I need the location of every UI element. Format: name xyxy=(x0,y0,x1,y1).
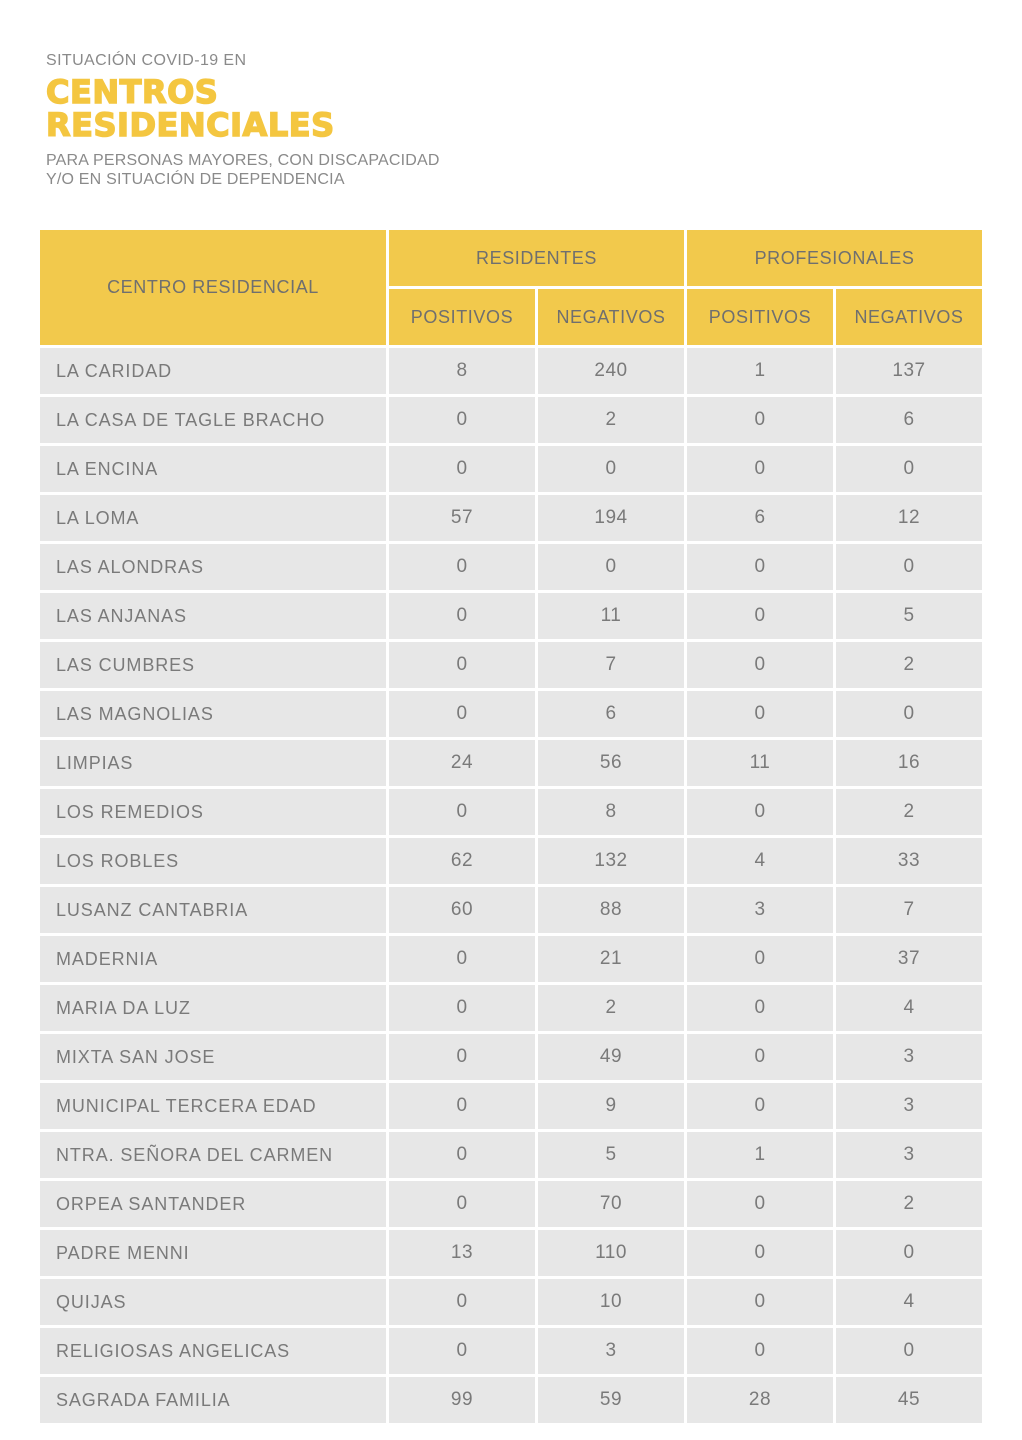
value-cell-prof_pos: 0 xyxy=(687,1328,833,1374)
centro-name-cell: LAS CUMBRES xyxy=(40,642,386,688)
value-cell-prof_pos: 3 xyxy=(687,887,833,933)
value-cell-prof_pos: 1 xyxy=(687,1132,833,1178)
centro-name-cell: LA LOMA xyxy=(40,495,386,541)
centro-name-cell: LA CASA DE TAGLE BRACHO xyxy=(40,397,386,443)
value-cell-res_neg: 10 xyxy=(538,1279,684,1325)
column-group-residentes: RESIDENTES xyxy=(389,230,684,286)
value-cell-prof_neg: 0 xyxy=(836,1230,982,1276)
value-cell-prof_neg: 3 xyxy=(836,1132,982,1178)
value-cell-res_pos: 0 xyxy=(389,1279,535,1325)
title-line-1: CENTROS xyxy=(46,73,219,111)
value-cell-res_neg: 2 xyxy=(538,397,684,443)
value-cell-prof_neg: 4 xyxy=(836,1279,982,1325)
centro-name-cell: LOS REMEDIOS xyxy=(40,789,386,835)
value-cell-res_pos: 60 xyxy=(389,887,535,933)
value-cell-res_neg: 59 xyxy=(538,1377,684,1423)
value-cell-prof_neg: 0 xyxy=(836,544,982,590)
value-cell-res_pos: 57 xyxy=(389,495,535,541)
centro-name-cell: MUNICIPAL TERCERA EDAD xyxy=(40,1083,386,1129)
kicker-text: SITUACIÓN COVID-19 EN xyxy=(46,52,247,69)
value-cell-prof_neg: 2 xyxy=(836,789,982,835)
value-cell-res_pos: 0 xyxy=(389,446,535,492)
value-cell-prof_neg: 2 xyxy=(836,642,982,688)
centro-name-cell: LAS ALONDRAS xyxy=(40,544,386,590)
column-group-profesionales: PROFESIONALES xyxy=(687,230,982,286)
value-cell-prof_neg: 37 xyxy=(836,936,982,982)
value-cell-prof_pos: 0 xyxy=(687,789,833,835)
value-cell-prof_neg: 33 xyxy=(836,838,982,884)
centro-name-cell: ORPEA SANTANDER xyxy=(40,1181,386,1227)
centro-name-cell: LAS MAGNOLIAS xyxy=(40,691,386,737)
value-cell-prof_pos: 0 xyxy=(687,1083,833,1129)
value-cell-prof_pos: 0 xyxy=(687,691,833,737)
centro-name-cell: LA ENCINA xyxy=(40,446,386,492)
value-cell-prof_neg: 6 xyxy=(836,397,982,443)
value-cell-prof_neg: 137 xyxy=(836,348,982,394)
value-cell-prof_pos: 11 xyxy=(687,740,833,786)
value-cell-res_neg: 11 xyxy=(538,593,684,639)
centro-name-cell: LA CARIDAD xyxy=(40,348,386,394)
value-cell-prof_neg: 0 xyxy=(836,691,982,737)
value-cell-prof_neg: 3 xyxy=(836,1034,982,1080)
value-cell-res_pos: 0 xyxy=(389,691,535,737)
value-cell-res_pos: 0 xyxy=(389,593,535,639)
value-cell-prof_neg: 5 xyxy=(836,593,982,639)
value-cell-res_neg: 21 xyxy=(538,936,684,982)
value-cell-res_pos: 0 xyxy=(389,1328,535,1374)
value-cell-res_neg: 88 xyxy=(538,887,684,933)
value-cell-prof_pos: 0 xyxy=(687,593,833,639)
value-cell-prof_neg: 0 xyxy=(836,1328,982,1374)
value-cell-prof_pos: 0 xyxy=(687,446,833,492)
value-cell-prof_neg: 12 xyxy=(836,495,982,541)
value-cell-prof_pos: 0 xyxy=(687,1230,833,1276)
value-cell-res_neg: 9 xyxy=(538,1083,684,1129)
value-cell-prof_neg: 7 xyxy=(836,887,982,933)
value-cell-prof_neg: 16 xyxy=(836,740,982,786)
title-line-2: RESIDENCIALES xyxy=(46,106,335,144)
value-cell-res_pos: 99 xyxy=(389,1377,535,1423)
subheader-profesionales-positivos: POSITIVOS xyxy=(687,289,833,345)
subtitle xyxy=(46,151,440,189)
value-cell-res_neg: 0 xyxy=(538,544,684,590)
value-cell-res_neg: 5 xyxy=(538,1132,684,1178)
value-cell-res_pos: 0 xyxy=(389,397,535,443)
subheader-profesionales-negativos: NEGATIVOS xyxy=(836,289,982,345)
subheader-residentes-negativos: NEGATIVOS xyxy=(538,289,684,345)
value-cell-res_pos: 0 xyxy=(389,1034,535,1080)
centro-name-cell: MIXTA SAN JOSE xyxy=(40,1034,386,1080)
subheader-residentes-positivos: POSITIVOS xyxy=(389,289,535,345)
centro-name-cell: LIMPIAS xyxy=(40,740,386,786)
centro-name-cell: NTRA. SEÑORA DEL CARMEN xyxy=(40,1132,386,1178)
value-cell-res_neg: 70 xyxy=(538,1181,684,1227)
value-cell-prof_neg: 2 xyxy=(836,1181,982,1227)
value-cell-res_pos: 0 xyxy=(389,1181,535,1227)
centro-name-cell: QUIJAS xyxy=(40,1279,386,1325)
subtitle-line-2: Y/O EN SITUACIÓN DE DEPENDENCIA xyxy=(46,171,345,188)
value-cell-prof_pos: 1 xyxy=(687,348,833,394)
value-cell-res_pos: 62 xyxy=(389,838,535,884)
value-cell-res_pos: 0 xyxy=(389,1083,535,1129)
value-cell-prof_pos: 4 xyxy=(687,838,833,884)
value-cell-prof_neg: 45 xyxy=(836,1377,982,1423)
subtitle-line-1: PARA PERSONAS MAYORES, CON DISCAPACIDAD xyxy=(46,152,440,169)
value-cell-res_pos: 0 xyxy=(389,642,535,688)
value-cell-res_pos: 0 xyxy=(389,936,535,982)
value-cell-res_neg: 110 xyxy=(538,1230,684,1276)
value-cell-prof_pos: 0 xyxy=(687,642,833,688)
centro-name-cell: RELIGIOSAS ANGELICAS xyxy=(40,1328,386,1374)
centro-name-cell: MADERNIA xyxy=(40,936,386,982)
value-cell-res_neg: 194 xyxy=(538,495,684,541)
value-cell-res_neg: 2 xyxy=(538,985,684,1031)
value-cell-prof_pos: 0 xyxy=(687,1181,833,1227)
value-cell-prof_neg: 3 xyxy=(836,1083,982,1129)
value-cell-res_pos: 24 xyxy=(389,740,535,786)
value-cell-res_neg: 3 xyxy=(538,1328,684,1374)
value-cell-res_neg: 49 xyxy=(538,1034,684,1080)
value-cell-res_neg: 6 xyxy=(538,691,684,737)
centro-name-cell: LOS ROBLES xyxy=(40,838,386,884)
value-cell-res_pos: 0 xyxy=(389,1132,535,1178)
value-cell-res_pos: 0 xyxy=(389,789,535,835)
value-cell-res_pos: 13 xyxy=(389,1230,535,1276)
document-header xyxy=(46,52,440,189)
centro-name-cell: LAS ANJANAS xyxy=(40,593,386,639)
value-cell-prof_pos: 0 xyxy=(687,985,833,1031)
value-cell-res_pos: 8 xyxy=(389,348,535,394)
value-cell-prof_pos: 6 xyxy=(687,495,833,541)
value-cell-prof_neg: 0 xyxy=(836,446,982,492)
value-cell-res_neg: 56 xyxy=(538,740,684,786)
centro-name-cell: MARIA DA LUZ xyxy=(40,985,386,1031)
value-cell-prof_neg: 4 xyxy=(836,985,982,1031)
value-cell-res_neg: 8 xyxy=(538,789,684,835)
value-cell-res_neg: 0 xyxy=(538,446,684,492)
value-cell-prof_pos: 0 xyxy=(687,1279,833,1325)
value-cell-prof_pos: 0 xyxy=(687,397,833,443)
value-cell-res_pos: 0 xyxy=(389,985,535,1031)
value-cell-res_neg: 132 xyxy=(538,838,684,884)
covid-centers-table xyxy=(40,230,982,1423)
value-cell-res_neg: 240 xyxy=(538,348,684,394)
value-cell-prof_pos: 0 xyxy=(687,544,833,590)
value-cell-res_pos: 0 xyxy=(389,544,535,590)
column-header-centro-residencial: CENTRO RESIDENCIAL xyxy=(40,230,386,345)
value-cell-prof_pos: 0 xyxy=(687,1034,833,1080)
centro-name-cell: SAGRADA FAMILIA xyxy=(40,1377,386,1423)
centro-name-cell: LUSANZ CANTABRIA xyxy=(40,887,386,933)
value-cell-res_neg: 7 xyxy=(538,642,684,688)
value-cell-prof_pos: 0 xyxy=(687,936,833,982)
centro-name-cell: PADRE MENNI xyxy=(40,1230,386,1276)
value-cell-prof_pos: 28 xyxy=(687,1377,833,1423)
